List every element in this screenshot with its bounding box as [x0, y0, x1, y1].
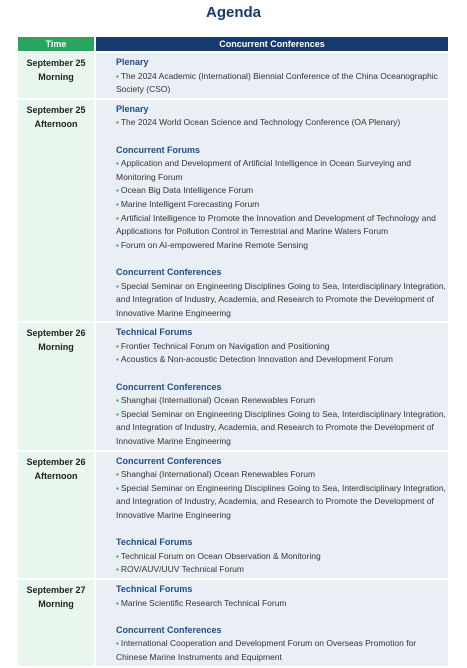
bullet-icon: ▪	[116, 118, 119, 128]
agenda-row	[18, 323, 448, 451]
conferences-cell	[96, 452, 448, 578]
list-item	[116, 563, 448, 577]
section-gap	[116, 130, 448, 144]
session-period: Afternoon	[34, 470, 78, 481]
table-header	[18, 37, 448, 51]
bullet-icon: ▪	[116, 186, 119, 196]
section-title: Technical Forums	[116, 583, 193, 594]
agenda-rows	[18, 53, 448, 668]
time-cell	[18, 323, 94, 449]
item-text: Acoustics & Non-acoustic Detection Innovation and Development Forum	[120, 354, 393, 365]
time-cell	[18, 53, 94, 98]
section-title: Technical Forums	[116, 327, 193, 338]
bullet-icon: ▪	[116, 240, 119, 250]
conferences-cell	[96, 323, 448, 449]
section-title: Plenary	[116, 103, 149, 114]
section-title: Technical Forums	[116, 537, 193, 548]
section-title: Concurrent Conferences	[116, 266, 222, 277]
item-text: Ocean Big Data Intelligence Forum	[120, 185, 254, 196]
session-period: Afternoon	[34, 118, 78, 129]
bullet-icon: ▪	[116, 565, 119, 575]
item-text: Artificial Intelligence to Promote the Innovation and Development of Technology and Applications for Pollution Control in Terrestrial and Marine Waters Forum	[116, 212, 436, 237]
bullet-icon: ▪	[116, 639, 119, 649]
section-gap	[116, 610, 448, 624]
session-day: September 25	[26, 104, 86, 115]
session-period: Morning	[38, 72, 74, 82]
item-text: Marine Scientific Research Technical Forum	[120, 597, 287, 608]
section-title: Plenary	[116, 57, 149, 67]
session-period: Morning	[38, 342, 74, 353]
bullet-icon: ▪	[116, 199, 119, 209]
item-text: Shanghai (International) Ocean Renewables Forum	[120, 395, 316, 406]
session-day: September 27	[26, 584, 86, 595]
section-title: Concurrent Conferences	[116, 455, 222, 466]
list-item	[116, 597, 448, 611]
conferences-cell	[96, 580, 448, 666]
list-item	[116, 394, 448, 408]
bullet-icon: ▪	[116, 470, 119, 480]
time-cell	[18, 100, 94, 322]
item-text: Application and Development of Artificial Intelligence in Ocean Surveying and Monitoring Forum	[116, 158, 411, 182]
section-gap	[116, 252, 448, 266]
list-item	[116, 340, 448, 354]
agenda-row	[18, 452, 448, 580]
bullet-icon: ▪	[116, 551, 119, 561]
conferences-cell	[96, 100, 448, 322]
item-text: Technical Forum on Ocean Observation & Monitoring	[120, 550, 321, 561]
item-text: Special Seminar on Engineering Disciplines Going to Sea, Interdisciplinary Integration, and Integration of Industry, Academia, and Research to Promote the Development of Innovative Marine Engineering	[116, 482, 446, 520]
bullet-icon: ▪	[116, 159, 119, 169]
list-item	[116, 550, 448, 564]
time-cell	[18, 452, 94, 578]
item-text: The 2024 World Ocean Science and Technology Conference (OA Plenary)	[120, 117, 401, 128]
item-text: Marine Intelligent Forecasting Forum	[120, 198, 260, 209]
section-title: Concurrent Conferences	[116, 381, 222, 392]
agenda-row	[18, 100, 448, 324]
list-item	[116, 157, 448, 184]
agenda-row	[18, 53, 448, 100]
item-text: International Cooperation and Development Forum on Overseas Promotion for Chinese Marine Instruments and Equipment	[116, 638, 417, 662]
list-item	[116, 468, 448, 482]
time-column-header: Time	[18, 37, 94, 51]
bullet-icon: ▪	[116, 483, 119, 493]
item-text: Shanghai (International) Ocean Renewables Forum	[120, 469, 316, 480]
item-text: Forum on AI-empowered Marine Remote Sensing	[120, 239, 308, 250]
section-title: Concurrent Forums	[116, 144, 201, 155]
time-cell	[18, 580, 94, 666]
item-text: Frontier Technical Forum on Navigation and Positioning	[120, 340, 330, 351]
section-gap	[116, 367, 448, 381]
session-day: September 26	[26, 328, 86, 339]
list-item	[116, 482, 448, 523]
session-day: September 26	[26, 456, 86, 467]
bullet-icon: ▪	[116, 355, 119, 365]
section-gap	[116, 523, 448, 537]
conferences-cell	[96, 53, 448, 98]
list-item	[116, 408, 448, 449]
list-item	[116, 212, 448, 239]
list-item	[116, 280, 448, 321]
item-text: The 2024 Academic (International) Biennial Conference of the China Oceanographic Society (CSO)	[116, 70, 438, 95]
item-text: Special Seminar on Engineering Disciplines Going to Sea, Interdisciplinary Integration, and Integration of Industry, Academia, and Research to Promote the Development of Innovative Marine Engineering	[116, 280, 446, 318]
session-day: September 25	[26, 58, 86, 68]
section-title: Concurrent Conferences	[116, 624, 222, 635]
agenda-table	[18, 37, 448, 668]
bullet-icon: ▪	[116, 598, 119, 608]
bullet-icon: ▪	[116, 396, 119, 406]
bullet-icon: ▪	[116, 341, 119, 351]
page-title: Agenda	[205, 4, 261, 21]
bullet-icon: ▪	[116, 71, 119, 81]
item-text: ROV/AUV/UUV Technical Forum	[120, 564, 244, 575]
session-period: Morning	[38, 598, 74, 609]
bullet-icon: ▪	[116, 281, 119, 291]
list-item	[116, 353, 448, 367]
agenda-row	[18, 580, 448, 668]
bullet-icon: ▪	[116, 213, 119, 223]
list-item	[116, 184, 448, 198]
bullet-icon: ▪	[116, 409, 119, 419]
item-text: Special Seminar on Engineering Disciplines Going to Sea, Interdisciplinary Integration, and Integration of Industry, Academia, and Research to Promote the Development of Innovative Marine Engineering	[116, 408, 446, 447]
list-item	[116, 198, 448, 212]
conferences-column-header: Concurrent Conferences	[96, 37, 448, 51]
list-item	[116, 116, 448, 130]
list-item	[116, 70, 448, 97]
list-item	[116, 239, 448, 253]
